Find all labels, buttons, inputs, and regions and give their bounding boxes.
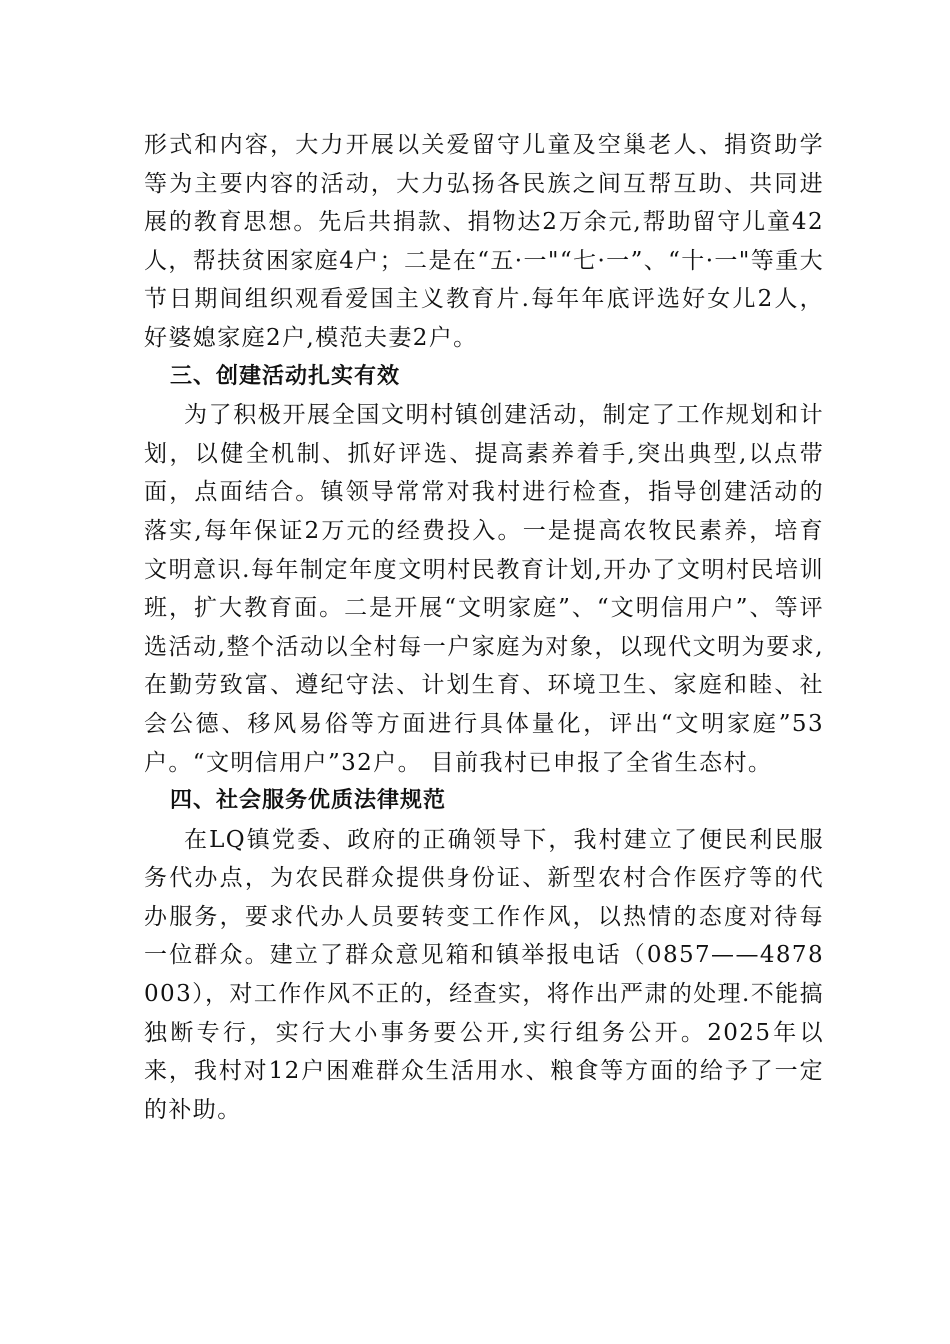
section-heading-3: 三、创建活动扎实有效 [170, 363, 401, 389]
paragraph-continued: 形式和内容，大力开展以关爱留守儿童及空巢老人、捐资助学等为主要内容的活动，大力弘扬各民族之间互帮互助、共同进展的教育思想。先后共捐款、捐物达2万余元,帮助留守儿童42人，帮扶贫困家庭4户；二是在“五·一"“七·一”、“十·一"等重大节日期间组织观看爱国主义教育片.每年年底评选好女儿2人，好婆媳家庭2户,模范夫妻2户。 [144, 132, 824, 351]
section-heading-4: 四、社会服务优质法律规范 [170, 788, 447, 814]
document-body [144, 126, 824, 1129]
paragraph-section-3: 为了积极开展全国文明村镇创建活动，制定了工作规划和计划，以健全机制、抓好评选、提高素养着手,突出典型,以点带面，点面结合。镇领导常常对我村进行检查，指导创建活动的落实,每年保证2万元的经费投入。一是提高农牧民素养，培育文明意识.每年制定年度文明村民教育计划,开办了文明村民培训班，扩大教育面。二是开展“文明家庭”、“文明信用户”、等评选活动,整个活动以全村每一户家庭为对象，以现代文明为要求,在勤劳致富、遵纪守法、计划生育、环境卫生、家庭和睦、社会公德、移风易俗等方面进行具体量化，评出“文明家庭”53户。“文明信用户”32户。 目前我村已申报了全省生态村。 [144, 402, 824, 776]
paragraph-section-4: 在LQ镇党委、政府的正确领导下，我村建立了便民利民服务代办点，为农民群众提供身份证、新型农村合作医疗等的代办服务，要求代办人员要转变工作作风，以热情的态度对待每一位群众。建立了群众意见箱和镇举报电话（0857——4878003），对工作作风不正的，经查实，将作出严肃的处理.不能搞独断专行，实行大小事务要公开,实行组务公开。2025年以来，我村对12户困难群众生活用水、粮食等方面的给予了一定的补助。 [144, 826, 824, 1123]
